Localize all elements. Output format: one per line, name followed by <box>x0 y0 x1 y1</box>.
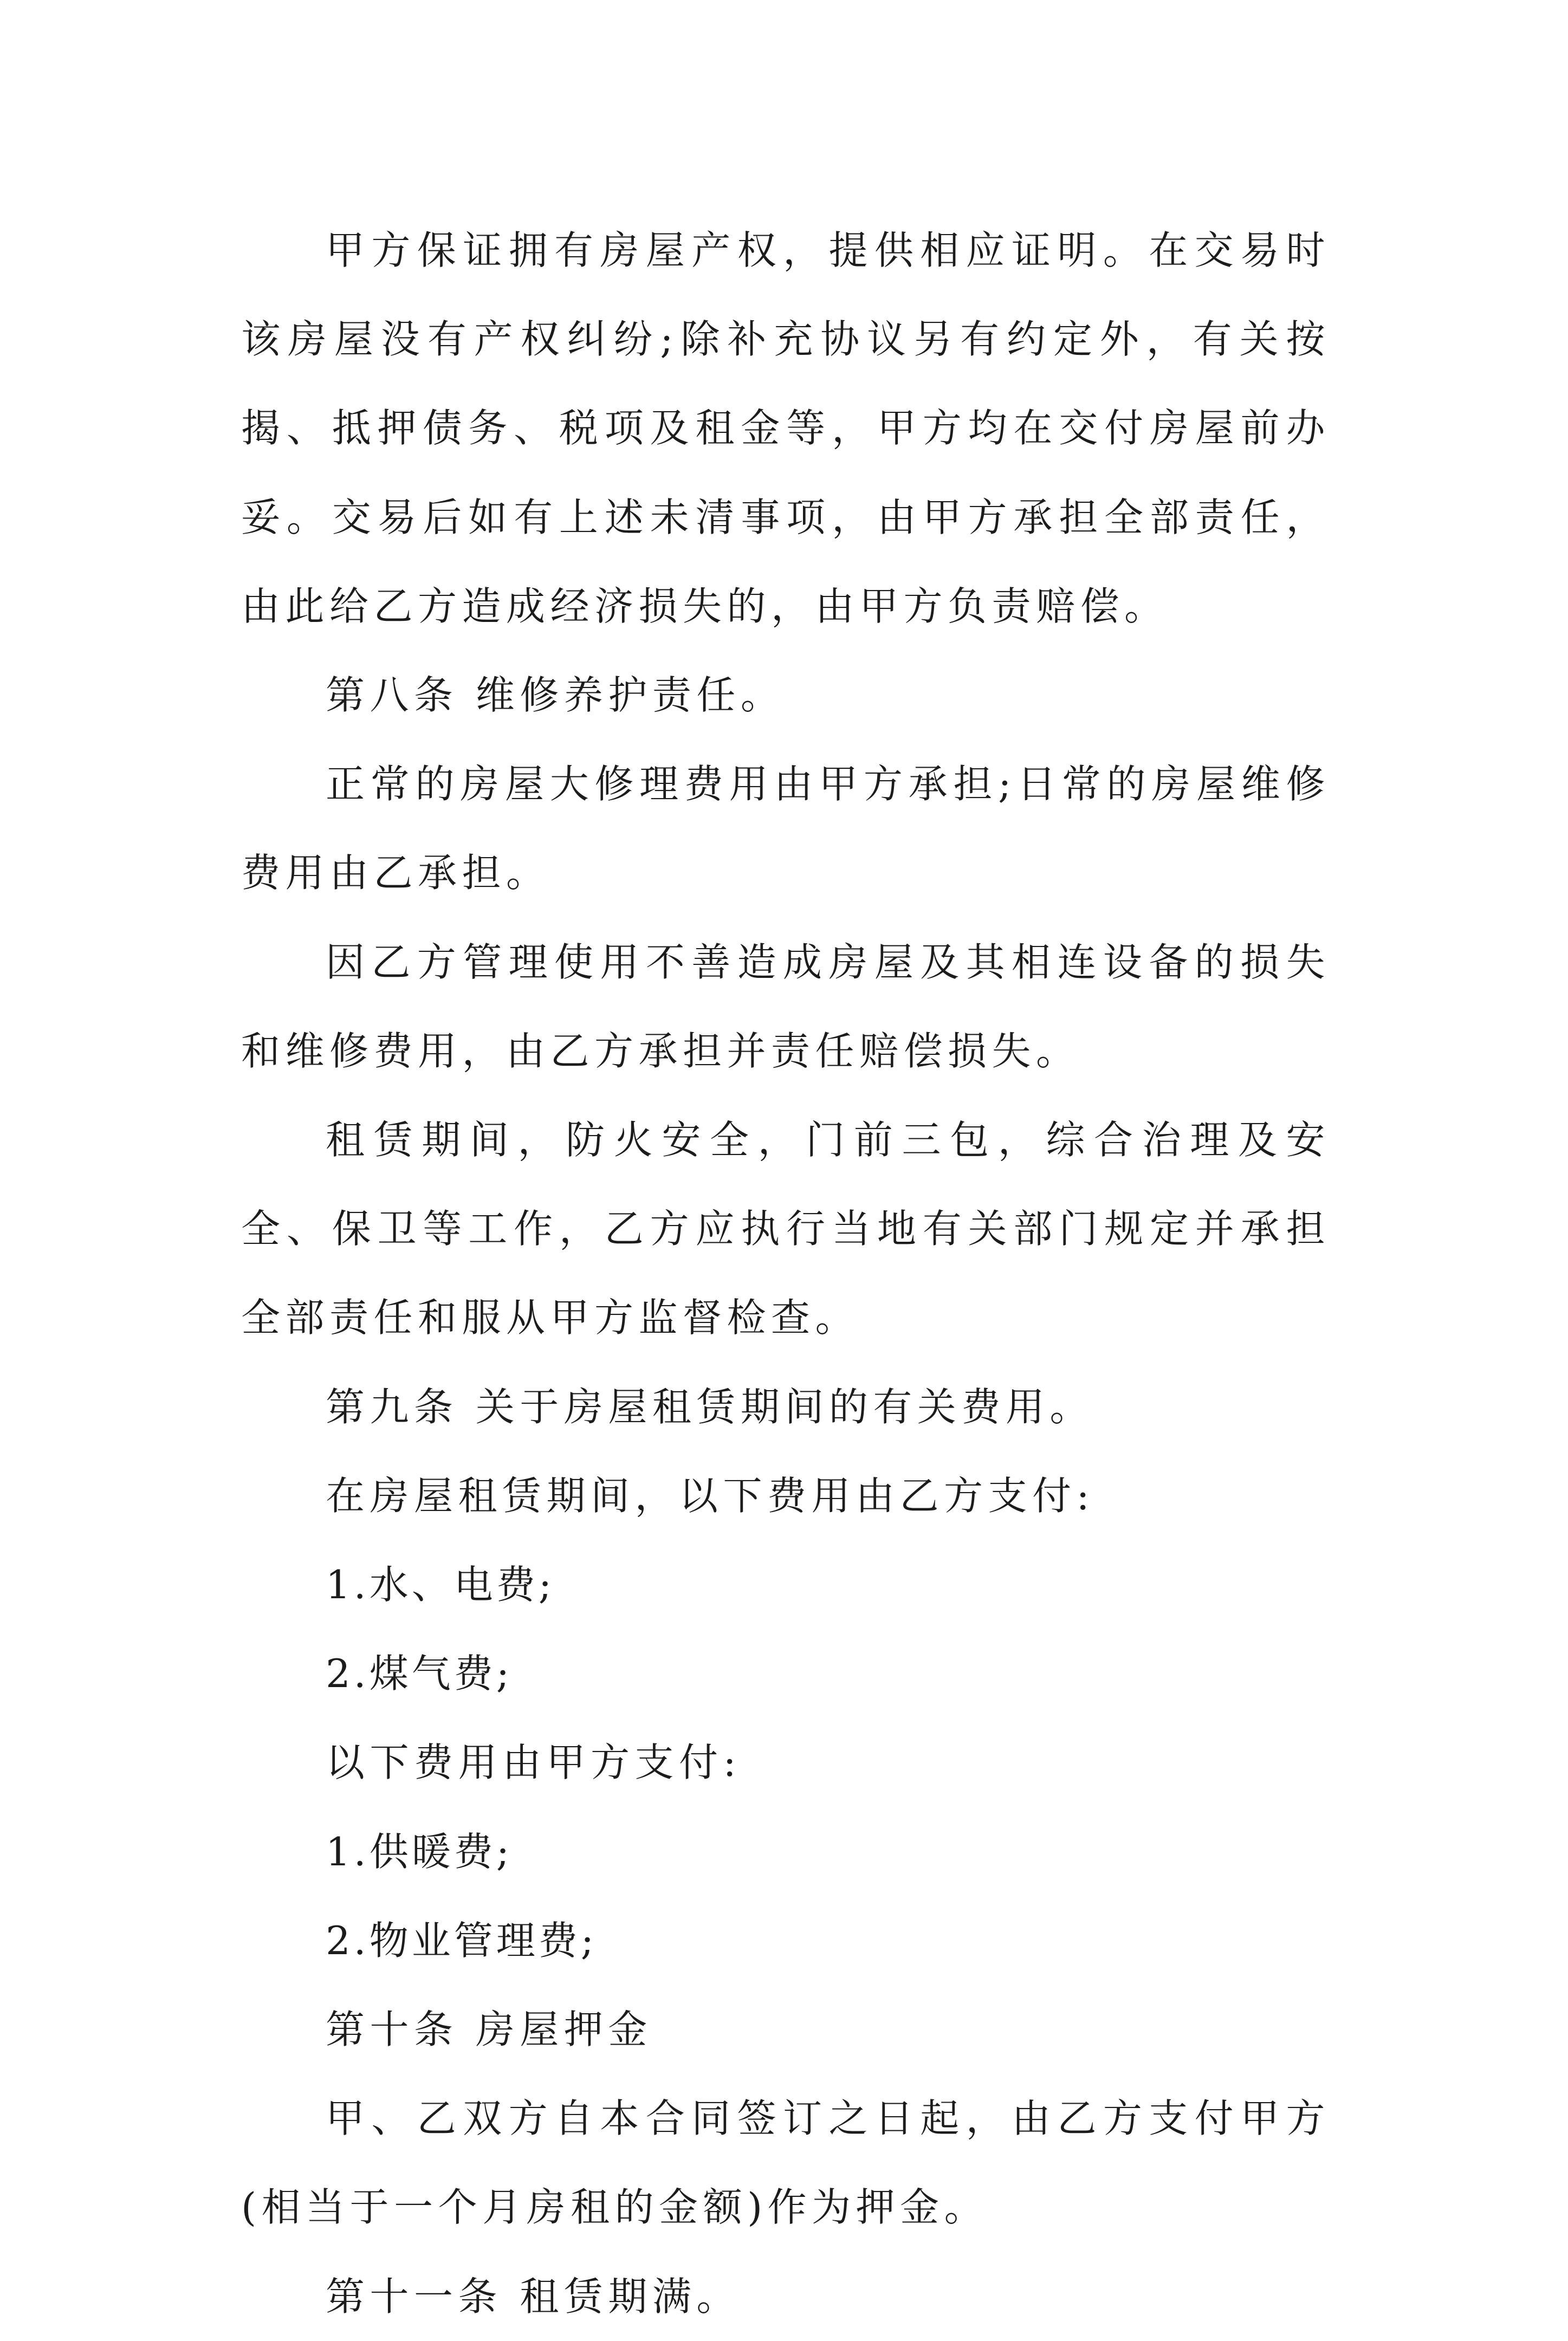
list-item-gas: 2.煤气费; <box>326 1651 513 1697</box>
heading-article-8: 第八条 维修养护责任。 <box>326 672 785 718</box>
heading-article-10: 第十条 房屋押金 <box>326 2007 652 2053</box>
paragraph-safety-duties: 租赁期间，防火安全，门前三包，综合治理及安全、保卫等工作，乙方应执行当地有关部门规定并承担全部责任和服从甲方监督检查。 <box>241 1117 1330 1341</box>
list-item-heating: 1.供暖费; <box>326 1828 513 1875</box>
paragraph-damage-liability: 因乙方管理使用不善造成房屋及其相连设备的损失和维修费用，由乙方承担并责任赔偿损失。 <box>241 939 1330 1074</box>
paragraph-repair-costs: 正常的房屋大修理费用由甲方承担;日常的房屋维修费用由乙承担。 <box>241 761 1330 896</box>
list-item-property-management: 2.物业管理费; <box>326 1917 597 1963</box>
document-body <box>241 206 1330 2341</box>
heading-article-9: 第九条 关于房屋租赁期间的有关费用。 <box>326 1384 1094 1430</box>
paragraph-ownership-guarantee: 甲方保证拥有房屋产权，提供相应证明。在交易时该房屋没有产权纠纷;除补充协议另有约定外，有关按揭、抵押债务、税项及租金等，甲方均在交付房屋前办妥。交易后如有上述未清事项，由甲方承担全部责任，由此给乙方造成经济损失的，由甲方负责赔偿。 <box>241 228 1330 629</box>
paragraph-deposit: 甲、乙双方自本合同签订之日起，由乙方支付甲方(相当于一个月房租的金额)作为押金。 <box>241 2096 1330 2230</box>
list-item-water-electricity: 1.水、电费; <box>326 1562 555 1608</box>
paragraph-landlord-pays: 以下费用由甲方支付: <box>326 1740 742 1786</box>
heading-article-11: 第十一条 租赁期满。 <box>326 2273 741 2319</box>
paragraph-tenant-pays: 在房屋租赁期间，以下费用由乙方支付: <box>326 1473 1095 1519</box>
